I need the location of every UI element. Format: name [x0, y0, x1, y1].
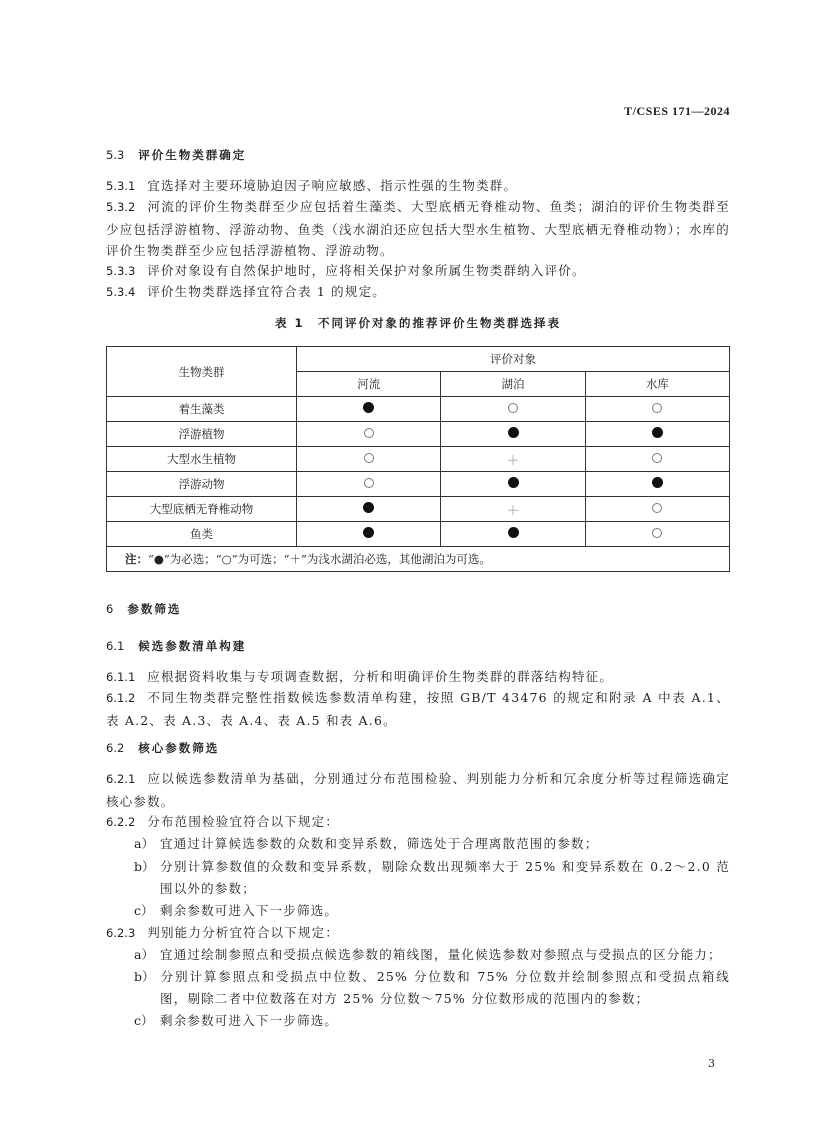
item-text: 剩余参数可进入下一步筛选。 — [160, 1013, 339, 1028]
clause-number: 6.2.2 — [106, 815, 136, 829]
row-group-name: 浮游动物 — [107, 472, 297, 497]
list-item — [134, 1010, 730, 1032]
cell-river — [297, 522, 441, 547]
clause-text: 应以候选参数清单为基础，分别通过分布范围检验、判别能力分析和冗余度分析等过程筛选确定核心参数。 — [106, 771, 730, 809]
item-label: b） — [134, 859, 155, 874]
list-item — [134, 966, 730, 1010]
clause-number: 6.1.2 — [106, 691, 136, 705]
item-label: b） — [134, 969, 155, 984]
list-item — [134, 900, 730, 922]
row-group-name: 鱼类 — [107, 522, 297, 547]
note-text: “●”为必选；“○”为可选；“＋”为浅水湖泊必选，其他湖泊为可选。 — [148, 552, 491, 566]
hollow-circle-icon — [364, 428, 374, 438]
hollow-circle-icon — [508, 403, 518, 413]
table-caption: 表 1 不同评价对象的推荐评价生物类群选择表 — [274, 316, 561, 330]
col-header-eval: 评价对象 — [297, 347, 730, 372]
clause-number: 6.2.3 — [106, 926, 136, 940]
col-header-reservoir: 水库 — [585, 372, 729, 397]
plus-icon: ＋ — [506, 453, 520, 469]
cell-river — [297, 397, 441, 422]
cell-reservoir — [585, 497, 729, 522]
cell-river — [297, 447, 441, 472]
heading-number: 5.3 — [106, 148, 125, 162]
list-item — [134, 944, 730, 966]
filled-circle-icon — [363, 402, 374, 413]
cell-river — [297, 422, 441, 447]
list-item — [134, 856, 730, 900]
clause-text: 应根据资料收集与专项调查数据，分析和明确评价生物类群的群落结构特征。 — [147, 669, 614, 684]
clause-number: 5.3.3 — [106, 264, 136, 278]
row-group-name: 浮游植物 — [107, 422, 297, 447]
col-header-river: 河流 — [297, 372, 441, 397]
table-row — [107, 497, 730, 522]
heading-title: 候选参数清单构建 — [138, 639, 247, 653]
cell-river — [297, 472, 441, 497]
hollow-circle-icon — [364, 453, 374, 463]
clause-6-2-3 — [106, 922, 730, 945]
heading-title: 评价生物类群确定 — [138, 148, 247, 162]
document-id: T/CSES 171—2024 — [624, 104, 730, 118]
clause-text: 河流的评价生物类群至少应包括着生藻类、大型底栖无脊椎动物、鱼类；湖泊的评价生物类群至少应包括浮游植物、浮游动物、鱼类（浅水湖泊还应包括大型水生植物、大型底栖无脊椎动物）；水库的评价生物类群至少应包括浮游植物、浮游动物。 — [106, 199, 730, 258]
heading-6 — [106, 601, 181, 617]
table-row — [107, 472, 730, 497]
heading-title: 核心参数筛选 — [138, 741, 220, 755]
filled-circle-icon — [363, 527, 374, 538]
item-label: a） — [134, 836, 154, 851]
clause-6-1-2 — [106, 687, 730, 731]
table-row — [107, 422, 730, 447]
list-item — [134, 833, 730, 855]
cell-reservoir — [585, 472, 729, 497]
clause-number: 5.3.2 — [106, 200, 136, 214]
table-note — [107, 547, 730, 572]
cell-lake — [441, 447, 585, 472]
clause-5-3-3 — [106, 260, 730, 283]
item-label: c） — [134, 903, 154, 918]
biota-selection-table — [106, 346, 730, 572]
clause-6-2-1 — [106, 768, 730, 812]
col-header-lake: 湖泊 — [441, 372, 585, 397]
hollow-circle-icon — [652, 503, 662, 513]
page-number: 3 — [708, 1057, 715, 1070]
item-text: 分别计算参数值的众数和变异系数，剔除众数出现频率大于 25% 和变异系数在 0.2～2.0 范围以外的参数； — [160, 859, 730, 896]
cell-river — [297, 497, 441, 522]
heading-5-3 — [106, 147, 246, 163]
cell-lake — [441, 497, 585, 522]
row-group-name: 着生藻类 — [107, 397, 297, 422]
clause-number: 5.3.1 — [106, 179, 136, 193]
clause-number: 5.3.4 — [106, 285, 136, 299]
cell-reservoir — [585, 422, 729, 447]
clause-text: 不同生物类群完整性指数候选参数清单构建，按照 GB/T 43476 的规定和附录 A 中表 A.1、表 A.2、表 A.3、表 A.4、表 A.5 和表 A.6。 — [106, 690, 730, 728]
row-group-name: 大型底栖无脊椎动物 — [107, 497, 297, 522]
table-row — [107, 447, 730, 472]
clause-text: 宜选择对主要环境胁迫因子响应敏感、指示性强的生物类群。 — [147, 178, 518, 193]
filled-circle-icon — [508, 427, 519, 438]
cell-lake — [441, 472, 585, 497]
heading-number: 6.2 — [106, 741, 125, 755]
plus-icon: ＋ — [506, 503, 520, 519]
item-text: 宜通过计算候选参数的众数和变异系数，筛选处于合理离散范围的参数； — [160, 836, 599, 851]
clause-text: 判别能力分析宜符合以下规定： — [147, 925, 340, 940]
table-row — [107, 522, 730, 547]
heading-number: 6 — [106, 602, 114, 616]
table-row — [107, 397, 730, 422]
row-group-name: 大型水生植物 — [107, 447, 297, 472]
cell-lake — [441, 522, 585, 547]
clause-6-2-2 — [106, 811, 730, 834]
cell-lake — [441, 397, 585, 422]
clause-5-3-1 — [106, 175, 730, 198]
cell-reservoir — [585, 447, 729, 472]
clause-number: 6.1.1 — [106, 670, 136, 684]
cell-reservoir — [585, 397, 729, 422]
clause-5-3-4 — [106, 281, 730, 304]
filled-circle-icon — [652, 477, 663, 488]
hollow-circle-icon — [364, 478, 374, 488]
clause-text: 评价生物类群选择宜符合表 1 的规定。 — [147, 284, 386, 299]
heading-title: 参数筛选 — [127, 602, 182, 616]
hollow-circle-icon — [652, 528, 662, 538]
col-header-group: 生物类群 — [107, 347, 297, 397]
item-text: 剩余参数可进入下一步筛选。 — [160, 903, 339, 918]
heading-6-1 — [106, 638, 246, 654]
hollow-circle-icon — [652, 453, 662, 463]
item-label: a） — [134, 947, 154, 962]
clause-text: 评价对象设有自然保护地时，应将相关保护对象所属生物类群纳入评价。 — [147, 263, 586, 278]
clause-text: 分布范围检验宜符合以下规定： — [147, 814, 340, 829]
cell-lake — [441, 422, 585, 447]
heading-6-2 — [106, 740, 219, 756]
filled-circle-icon — [363, 502, 374, 513]
hollow-circle-icon — [652, 403, 662, 413]
note-label: 注： — [125, 552, 148, 566]
clause-6-1-1 — [106, 666, 730, 689]
heading-number: 6.1 — [106, 639, 125, 653]
item-label: c） — [134, 1013, 154, 1028]
filled-circle-icon — [508, 477, 519, 488]
item-text: 分别计算参照点和受损点中位数、25% 分位数和 75% 分位数并绘制参照点和受损点箱线图，剔除二者中位数落在对方 25% 分位数～75% 分位数形成的范围内的参数； — [160, 969, 730, 1006]
filled-circle-icon — [508, 527, 519, 538]
cell-reservoir — [585, 522, 729, 547]
filled-circle-icon — [652, 427, 663, 438]
item-text: 宜通过绘制参照点和受损点候选参数的箱线图，量化候选参数对参照点与受损点的区分能力； — [160, 947, 722, 962]
clause-number: 6.2.1 — [106, 772, 136, 786]
clause-5-3-2 — [106, 196, 730, 262]
